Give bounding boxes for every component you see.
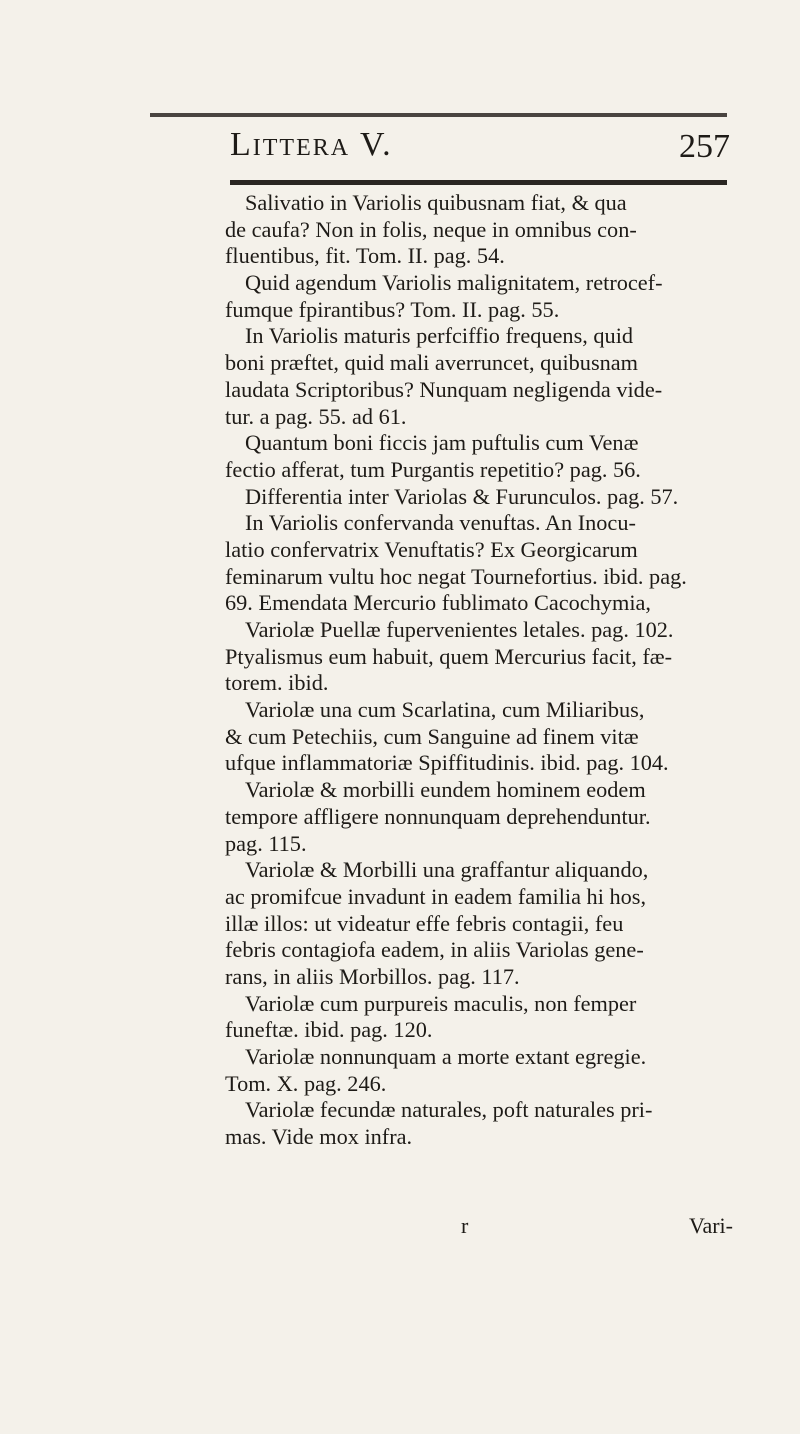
text-line: funeftæ. ibid. pag. 120. <box>225 1017 433 1043</box>
text-line: Variolæ cum purpureis maculis, non femper <box>245 990 637 1016</box>
text-line: illæ illos: ut videatur effe febris contagii, feu <box>225 910 624 936</box>
header-rule <box>230 180 727 185</box>
page-footer <box>225 1213 733 1243</box>
text-line: mas. Vide mox infra. <box>225 1124 413 1150</box>
text-line: rans, in aliis Morbillos. pag. 117. <box>225 963 520 989</box>
text-line: Variolæ una cum Scarlatina, cum Miliaribus, <box>245 697 645 723</box>
text-line: fumque fpirantibus? Tom. II. pag. 55. <box>225 296 560 322</box>
text-line: ufque inflammatoriæ Spiffitudinis. ibid. pag. 104. <box>225 750 669 776</box>
top-rule <box>150 113 727 117</box>
text-line: & cum Petechiis, cum Sanguine ad finem vitæ <box>225 723 639 749</box>
text-line: Quantum boni ficcis jam puftulis cum Venæ <box>245 430 639 456</box>
text-line: boni præftet, quid mali averruncet, quibusnam <box>225 350 639 376</box>
running-header <box>230 126 730 176</box>
text-line: laudata Scriptoribus? Nunquam negligenda vide- <box>225 376 663 402</box>
text-line: ac promifcue invadunt in eadem familia hi hos, <box>225 883 647 909</box>
text-line: feminarum vultu hoc negat Tournefortius. ibid. pag. <box>225 563 687 589</box>
index-text <box>225 190 733 1151</box>
text-line: In Variolis confervanda venuftas. An Inocu- <box>245 510 636 536</box>
text-line: latio confervatrix Venuftatis? Ex Georgicarum <box>225 536 638 562</box>
text-line: Variolæ Puellæ fupervenientes letales. pag. 102. <box>245 617 674 642</box>
text-line: pag. 115. <box>225 830 307 856</box>
text-line: de caufa? Non in folis, neque in omnibus con- <box>225 216 637 242</box>
text-line: 69. Emendata Mercurio fublimato Cacochymia, <box>225 590 651 616</box>
text-line: Variolæ & Morbilli una graffantur aliquando, <box>245 857 649 883</box>
text-line: Quid agendum Variolis malignitatem, retrocef- <box>245 270 663 296</box>
text-line: Ptyalismus eum habuit, quem Mercurius facit, fæ- <box>225 643 673 669</box>
text-line: In Variolis maturis perfciffio frequens, quid <box>245 323 634 349</box>
signature-mark: r <box>461 1213 469 1238</box>
text-line: Variolæ fecundæ naturales, poft naturales pri- <box>245 1097 653 1123</box>
catchword: Vari- <box>689 1213 733 1238</box>
text-line: Differentia inter Variolas & Furunculos. pag. 57. <box>245 483 679 509</box>
text-line: febris contagiofa eadem, in aliis Variolas gene- <box>225 937 644 963</box>
header-title: Littera V. <box>230 126 393 163</box>
text-line: fluentibus, fit. Tom. II. pag. 54. <box>225 243 505 269</box>
text-line: torem. ibid. <box>225 670 329 696</box>
text-line: Variolæ & morbilli eundem hominem eodem <box>245 777 646 803</box>
page-number: 257 <box>679 128 730 165</box>
text-line: fectio afferat, tum Purgantis repetitio? pag. 56. <box>225 456 641 482</box>
text-line: tempore affligere nonnunquam deprehenduntur. <box>225 803 651 829</box>
text-line: Tom. X. pag. 246. <box>225 1070 387 1096</box>
text-line: tur. a pag. 55. ad 61. <box>225 403 407 429</box>
text-line: Salivatio in Variolis quibusnam fiat, & qua <box>245 190 627 215</box>
text-line: Variolæ nonnunquam a morte extant egregie. <box>245 1044 647 1069</box>
